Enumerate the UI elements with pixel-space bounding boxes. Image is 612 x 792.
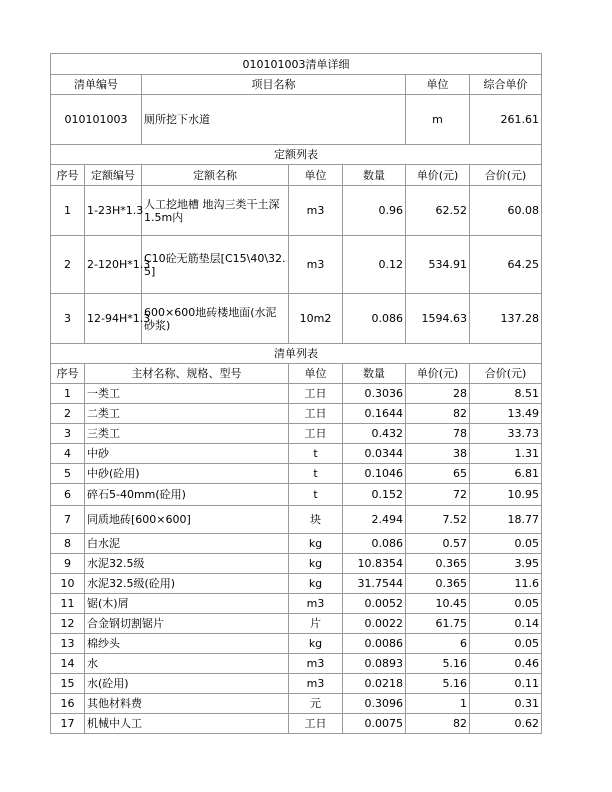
material-name: 其他材料费 (85, 694, 289, 714)
material-unit: kg (289, 634, 343, 654)
material-seq: 5 (51, 464, 85, 484)
quota-unit-price: 534.91 (406, 236, 470, 294)
material-row (51, 614, 542, 634)
quota-qty: 0.12 (343, 236, 406, 294)
bill-price: 261.61 (470, 95, 542, 145)
quota-total: 60.08 (470, 186, 542, 236)
material-name: 同质地砖[600×600] (85, 506, 289, 534)
material-qty: 0.3096 (343, 694, 406, 714)
material-row (51, 674, 542, 694)
material-unit-price: 28 (406, 384, 470, 404)
material-unit-price: 78 (406, 424, 470, 444)
quota-name: 600×600地砖楼地面(水泥砂浆) (142, 294, 289, 344)
material-qty: 0.0893 (343, 654, 406, 674)
material-qty: 0.0052 (343, 594, 406, 614)
material-row (51, 424, 542, 444)
material-unit: 元 (289, 694, 343, 714)
material-total: 0.46 (470, 654, 542, 674)
material-unit-price: 7.52 (406, 506, 470, 534)
materials-total-header: 合价(元) (470, 364, 542, 384)
material-unit: 工日 (289, 424, 343, 444)
material-total: 0.31 (470, 694, 542, 714)
material-total: 0.05 (470, 634, 542, 654)
material-row (51, 484, 542, 506)
material-row (51, 506, 542, 534)
materials-qty-header: 数量 (343, 364, 406, 384)
material-name: 中砂(砼用) (85, 464, 289, 484)
material-row (51, 594, 542, 614)
material-qty: 0.0344 (343, 444, 406, 464)
quota-row (51, 294, 542, 344)
material-qty: 2.494 (343, 506, 406, 534)
material-row (51, 554, 542, 574)
material-unit-price: 82 (406, 404, 470, 424)
quota-seq: 2 (51, 236, 85, 294)
material-row (51, 444, 542, 464)
bill-price-header: 综合单价 (470, 75, 542, 95)
material-seq: 13 (51, 634, 85, 654)
materials-header-row (51, 364, 542, 384)
material-seq: 11 (51, 594, 85, 614)
material-seq: 1 (51, 384, 85, 404)
quota-unit-price: 62.52 (406, 186, 470, 236)
material-unit: kg (289, 534, 343, 554)
material-seq: 8 (51, 534, 85, 554)
material-unit: t (289, 464, 343, 484)
quota-code: 1-23H*1.3 (85, 186, 142, 236)
bill-name: 厕所挖下水道 (142, 95, 406, 145)
quota-total: 137.28 (470, 294, 542, 344)
quota-seq: 1 (51, 186, 85, 236)
material-row (51, 404, 542, 424)
quota-title: 定额列表 (51, 145, 542, 165)
bill-code-header: 清单编号 (51, 75, 142, 95)
quota-code: 12-94H*1.3 (85, 294, 142, 344)
material-qty: 0.3036 (343, 384, 406, 404)
quota-code-header: 定额编号 (85, 165, 142, 186)
material-total: 3.95 (470, 554, 542, 574)
quota-seq: 3 (51, 294, 85, 344)
material-seq: 16 (51, 694, 85, 714)
material-total: 10.95 (470, 484, 542, 506)
material-unit-price: 10.45 (406, 594, 470, 614)
material-unit-price: 0.365 (406, 554, 470, 574)
material-unit: t (289, 484, 343, 506)
bill-unit-header: 单位 (406, 75, 470, 95)
quota-row (51, 236, 542, 294)
quota-unit-price-header: 单价(元) (406, 165, 470, 186)
material-total: 0.11 (470, 674, 542, 694)
quota-name: 人工挖地槽 地沟三类干土深1.5m内 (142, 186, 289, 236)
quota-unit: 10m2 (289, 294, 343, 344)
material-unit: kg (289, 574, 343, 594)
materials-body (51, 384, 542, 734)
bill-detail-table (50, 53, 542, 734)
material-qty: 31.7544 (343, 574, 406, 594)
quota-qty-header: 数量 (343, 165, 406, 186)
quota-seq-header: 序号 (51, 165, 85, 186)
material-unit-price: 72 (406, 484, 470, 506)
material-name: 三类工 (85, 424, 289, 444)
material-unit: 工日 (289, 714, 343, 734)
material-unit: 块 (289, 506, 343, 534)
material-total: 18.77 (470, 506, 542, 534)
material-unit: 工日 (289, 404, 343, 424)
material-name: 碎石5-40mm(砼用) (85, 484, 289, 506)
material-qty: 0.1644 (343, 404, 406, 424)
material-name: 合金钢切割锯片 (85, 614, 289, 634)
material-unit: m3 (289, 674, 343, 694)
material-seq: 4 (51, 444, 85, 464)
bill-title: 010101003清单详细 (51, 54, 542, 75)
material-seq: 3 (51, 424, 85, 444)
material-qty: 10.8354 (343, 554, 406, 574)
material-qty: 0.086 (343, 534, 406, 554)
material-unit: 片 (289, 614, 343, 634)
material-name: 一类工 (85, 384, 289, 404)
material-name: 二类工 (85, 404, 289, 424)
quota-name: C10砼无筋垫层[C15\40\32.5] (142, 236, 289, 294)
materials-unit-price-header: 单价(元) (406, 364, 470, 384)
material-name: 机械中人工 (85, 714, 289, 734)
material-total: 6.81 (470, 464, 542, 484)
materials-name-header: 主材名称、规格、型号 (85, 364, 289, 384)
material-unit: m3 (289, 654, 343, 674)
materials-unit-header: 单位 (289, 364, 343, 384)
material-total: 1.31 (470, 444, 542, 464)
quota-unit-header: 单位 (289, 165, 343, 186)
material-total: 0.05 (470, 594, 542, 614)
quota-unit: m3 (289, 186, 343, 236)
material-qty: 0.1046 (343, 464, 406, 484)
material-name: 锯(木)屑 (85, 594, 289, 614)
material-seq: 10 (51, 574, 85, 594)
material-unit-price: 82 (406, 714, 470, 734)
material-unit-price: 5.16 (406, 654, 470, 674)
materials-seq-header: 序号 (51, 364, 85, 384)
material-unit-price: 5.16 (406, 674, 470, 694)
material-total: 0.62 (470, 714, 542, 734)
material-seq: 2 (51, 404, 85, 424)
material-unit-price: 6 (406, 634, 470, 654)
material-seq: 14 (51, 654, 85, 674)
material-unit: kg (289, 554, 343, 574)
material-name: 水泥32.5级(砼用) (85, 574, 289, 594)
quota-unit: m3 (289, 236, 343, 294)
material-row (51, 634, 542, 654)
quota-header-row (51, 165, 542, 186)
material-qty: 0.0022 (343, 614, 406, 634)
material-row (51, 384, 542, 404)
quota-unit-price: 1594.63 (406, 294, 470, 344)
materials-title: 清单列表 (51, 344, 542, 364)
material-unit-price: 65 (406, 464, 470, 484)
material-unit: m3 (289, 594, 343, 614)
material-name: 水(砼用) (85, 674, 289, 694)
material-total: 0.14 (470, 614, 542, 634)
material-qty: 0.0218 (343, 674, 406, 694)
material-name: 中砂 (85, 444, 289, 464)
material-seq: 7 (51, 506, 85, 534)
material-unit: t (289, 444, 343, 464)
bill-title-row (51, 54, 542, 75)
material-row (51, 574, 542, 594)
material-total: 8.51 (470, 384, 542, 404)
quota-title-row (51, 145, 542, 165)
material-unit-price: 61.75 (406, 614, 470, 634)
material-total: 11.6 (470, 574, 542, 594)
bill-header-row (51, 75, 542, 95)
material-row (51, 694, 542, 714)
material-unit-price: 0.365 (406, 574, 470, 594)
material-row (51, 534, 542, 554)
quota-qty: 0.96 (343, 186, 406, 236)
material-name: 白水泥 (85, 534, 289, 554)
material-seq: 6 (51, 484, 85, 506)
material-qty: 0.0086 (343, 634, 406, 654)
quota-qty: 0.086 (343, 294, 406, 344)
material-row (51, 654, 542, 674)
material-total: 33.73 (470, 424, 542, 444)
material-total: 0.05 (470, 534, 542, 554)
material-seq: 9 (51, 554, 85, 574)
material-unit-price: 38 (406, 444, 470, 464)
bill-name-header: 项目名称 (142, 75, 406, 95)
material-unit: 工日 (289, 384, 343, 404)
material-row (51, 464, 542, 484)
material-seq: 12 (51, 614, 85, 634)
quota-name-header: 定额名称 (142, 165, 289, 186)
bill-code: 010101003 (51, 95, 142, 145)
material-seq: 15 (51, 674, 85, 694)
material-unit-price: 1 (406, 694, 470, 714)
material-seq: 17 (51, 714, 85, 734)
material-qty: 0.152 (343, 484, 406, 506)
material-unit-price: 0.57 (406, 534, 470, 554)
material-total: 13.49 (470, 404, 542, 424)
material-qty: 0.432 (343, 424, 406, 444)
quota-total-header: 合价(元) (470, 165, 542, 186)
quota-total: 64.25 (470, 236, 542, 294)
material-name: 水泥32.5级 (85, 554, 289, 574)
material-name: 棉纱头 (85, 634, 289, 654)
materials-title-row (51, 344, 542, 364)
material-name: 水 (85, 654, 289, 674)
material-qty: 0.0075 (343, 714, 406, 734)
bill-row (51, 95, 542, 145)
quota-row (51, 186, 542, 236)
quota-code: 2-120H*1.3 (85, 236, 142, 294)
bill-unit: m (406, 95, 470, 145)
material-row (51, 714, 542, 734)
